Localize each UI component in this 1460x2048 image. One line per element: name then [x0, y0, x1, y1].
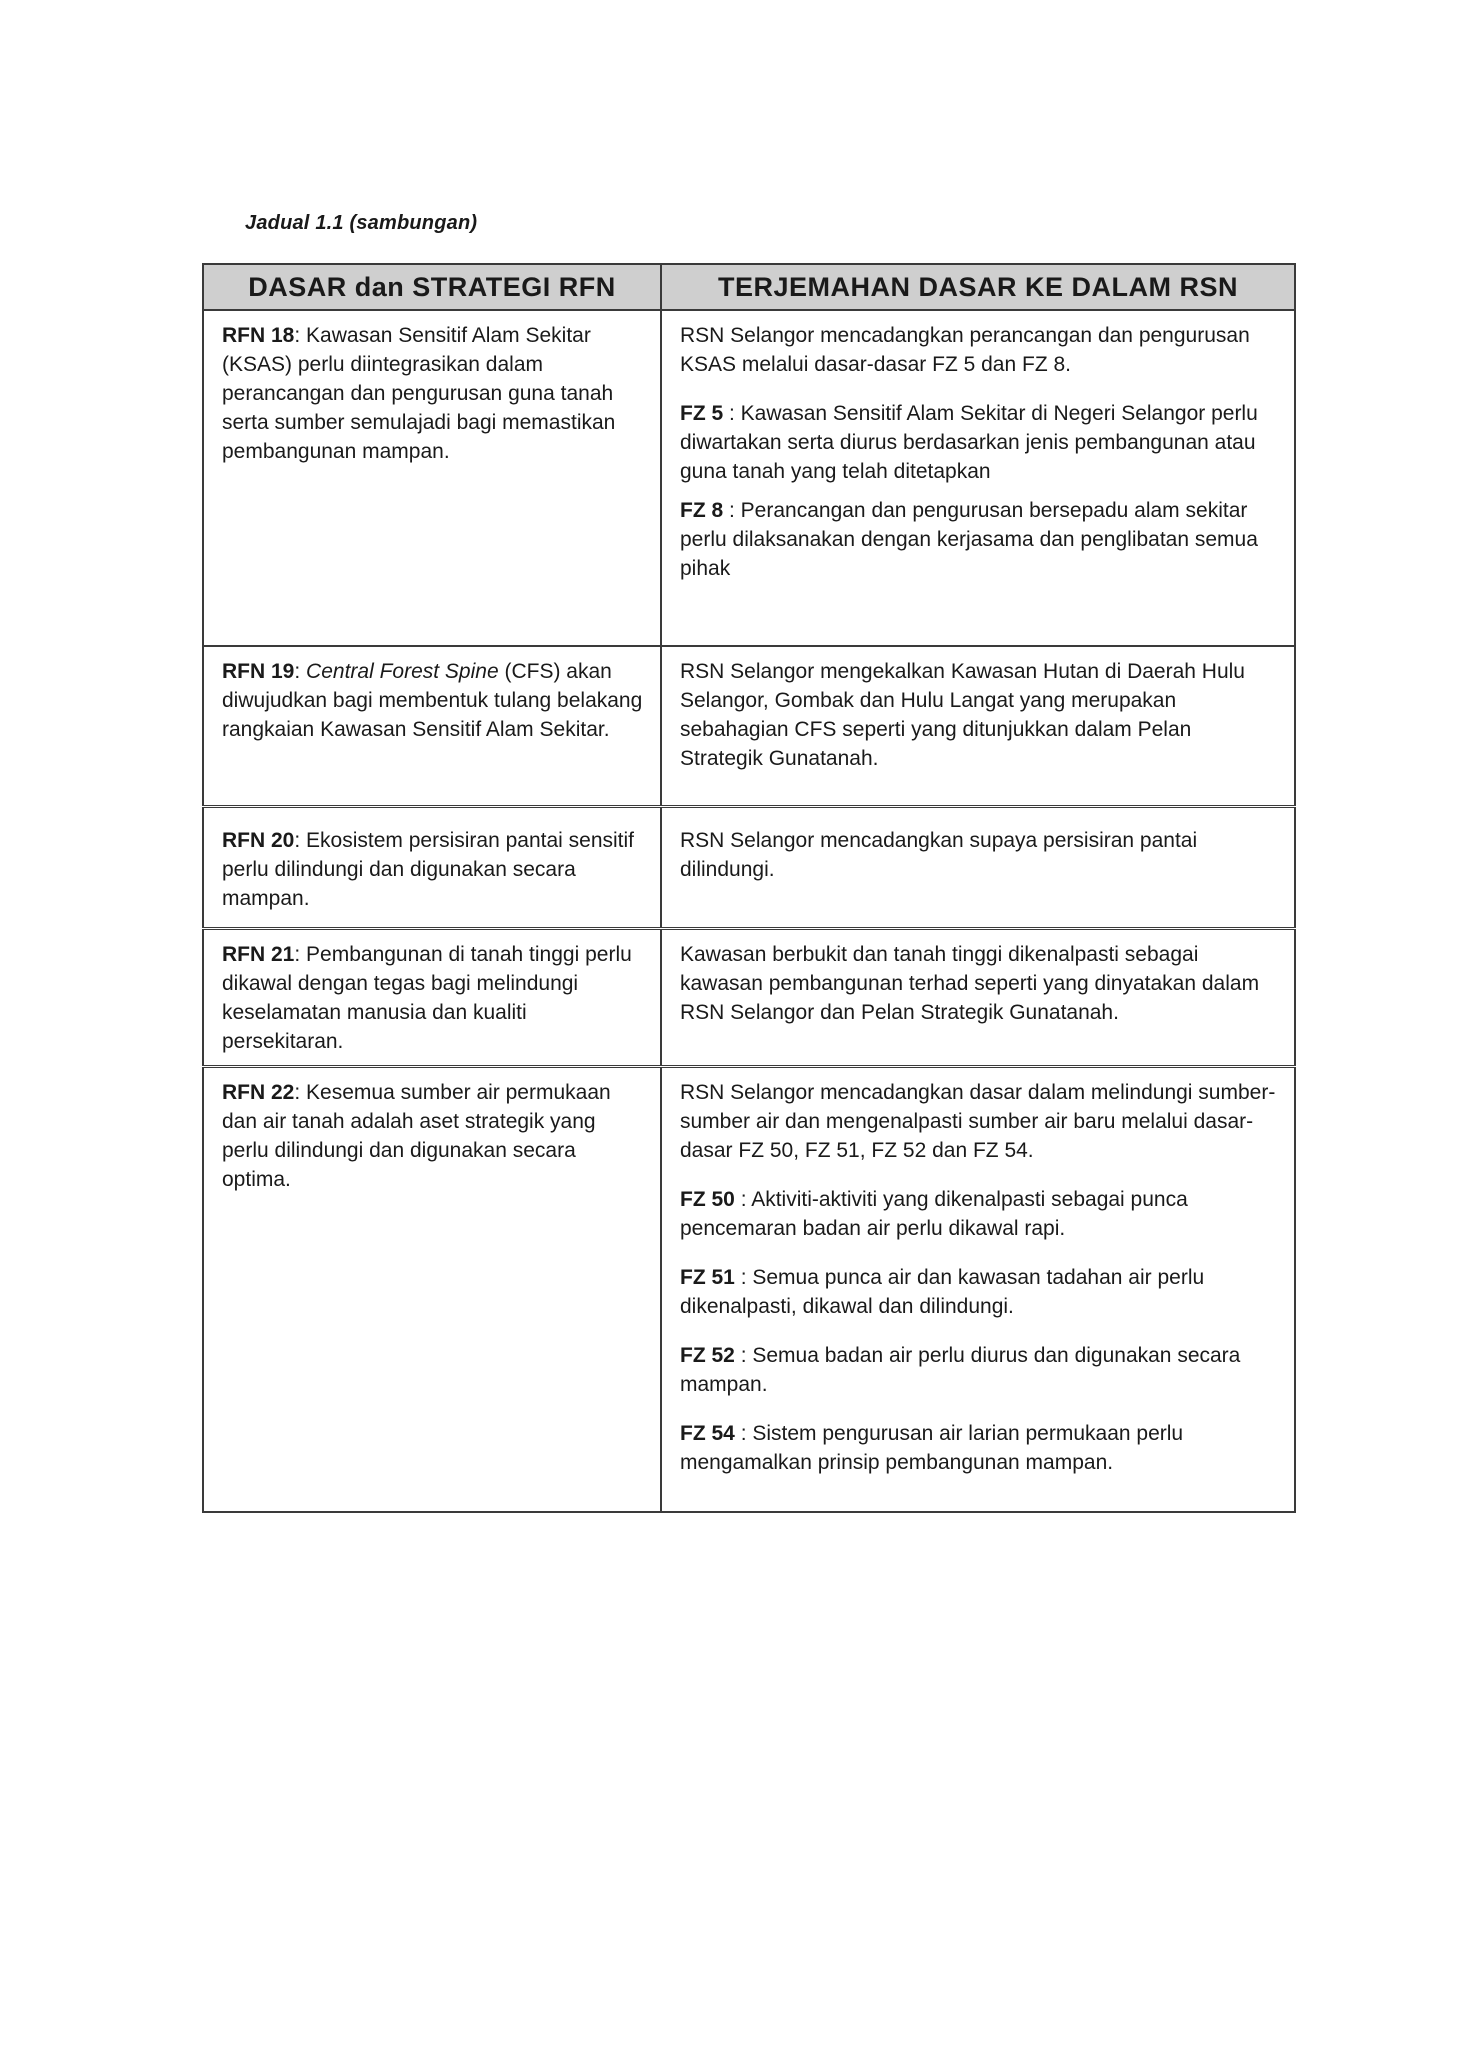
- fz-code: FZ 51: [680, 1265, 735, 1289]
- fz-text: : Kawasan Sensitif Alam Sekitar di Negeri Selangor perlu diwartakan serta diurus berdasarkan jenis pembangunan atau guna tanah yang telah ditetapkan: [680, 402, 1258, 483]
- rsn-text: RSN Selangor mencadangkan perancangan dan pengurusan KSAS melalui dasar-dasar FZ 5 dan FZ 8.: [680, 324, 1250, 376]
- rfn-code: RFN 20: [222, 828, 295, 852]
- fz-policy: [680, 496, 1280, 583]
- rfn-text: (CFS) akan diwujudkan bagi membentuk tulang belakang rangkaian Kawasan Sensitif Alam Sekitar.: [222, 660, 643, 741]
- rfn-sep: :: [294, 942, 301, 966]
- rfn-cell: [203, 1066, 661, 1512]
- rfn-sep: :: [294, 828, 301, 852]
- header-rsn: TERJEMAHAN DASAR KE DALAM RSN: [661, 264, 1295, 310]
- fz-code: FZ 8: [680, 499, 724, 522]
- table-row: [203, 646, 1295, 806]
- table-caption: Jadual 1.1 (sambungan): [245, 212, 478, 234]
- table-row: [203, 1066, 1295, 1512]
- rsn-text: RSN Selangor mengekalkan Kawasan Hutan di Daerah Hulu Selangor, Gombak dan Hulu Langat yang merupakan sebahagian CFS seperti yang ditunjukkan dalam Pelan Strategik Gunatanah.: [680, 660, 1245, 770]
- fz-code: FZ 54: [680, 1421, 735, 1445]
- table-row: [203, 806, 1295, 928]
- fz-policy: [680, 1419, 1280, 1477]
- rsn-paragraph: [680, 1078, 1280, 1165]
- rsn-cell: [661, 928, 1295, 1066]
- fz-text: : Semua punca air dan kawasan tadahan air perlu dikenalpasti, dikawal dan dilindungi.: [680, 1265, 1205, 1318]
- fz-policy: [680, 1341, 1280, 1399]
- fz-text: : Semua badan air perlu diurus dan digunakan secara mampan.: [680, 1343, 1241, 1396]
- rfn-text: Kawasan Sensitif Alam Sekitar (KSAS) perlu diintegrasikan dalam perancangan dan pengurusan guna tanah serta sumber semulajadi bagi memastikan pembangunan mampan.: [222, 324, 616, 463]
- fz-code: FZ 5: [680, 402, 724, 425]
- fz-text: : Perancangan dan pengurusan bersepadu alam sekitar perlu dilaksanakan dengan kerjasama dan penglibatan semua pihak: [680, 499, 1258, 580]
- fz-text: : Aktiviti-aktiviti yang dikenalpasti sebagai punca pencemaran badan air perlu dikawal rapi.: [680, 1187, 1188, 1240]
- rfn-code: RFN 18: [222, 324, 295, 347]
- rfn-sep: :: [294, 660, 301, 683]
- rfn-text: Ekosistem persisiran pantai sensitif perlu dilindungi dan digunakan secara mampan.: [222, 828, 635, 910]
- rfn-code: RFN 22: [222, 1080, 295, 1104]
- fz-text: : Sistem pengurusan air larian permukaan perlu mengamalkan prinsip pembangunan mampan.: [680, 1421, 1184, 1474]
- fz-code: FZ 52: [680, 1343, 735, 1367]
- header-rfn: DASAR dan STRATEGI RFN: [203, 264, 661, 310]
- rsn-paragraph: [680, 657, 1280, 773]
- rsn-text: Kawasan berbukit dan tanah tinggi dikenalpasti sebagai kawasan pembangunan terhad seperti yang dinyatakan dalam RSN Selangor dan Pelan Strategik Gunatanah.: [680, 942, 1260, 1024]
- table-row: [203, 310, 1295, 646]
- rfn-cell: [203, 310, 661, 646]
- rsn-paragraph: [680, 826, 1280, 884]
- fz-policy: [680, 1185, 1280, 1243]
- policy-table: [202, 263, 1296, 1513]
- rfn-cell: [203, 928, 661, 1066]
- rfn-code: RFN 21: [222, 942, 295, 966]
- rsn-cell: [661, 806, 1295, 928]
- rsn-cell: [661, 1066, 1295, 1512]
- rsn-paragraph: [680, 321, 1280, 379]
- fz-policy: [680, 399, 1280, 486]
- table-row: [203, 928, 1295, 1066]
- rfn-cell: [203, 646, 661, 806]
- rsn-text: RSN Selangor mencadangkan dasar dalam melindungi sumber-sumber air dan mengenalpasti sumber air baru melalui dasar-dasar FZ 50, FZ 51, FZ 52 dan FZ 54.: [680, 1080, 1276, 1162]
- rsn-text: RSN Selangor mencadangkan supaya persisiran pantai dilindungi.: [680, 828, 1198, 881]
- rfn-text: Pembangunan di tanah tinggi perlu dikawal dengan tegas bagi melindungi keselamatan manusia dan kualiti persekitaran.: [222, 942, 632, 1053]
- rsn-cell: [661, 646, 1295, 806]
- rfn-italic-text: Central Forest Spine: [306, 660, 499, 683]
- rfn-text: Kesemua sumber air permukaan dan air tanah adalah aset strategik yang perlu dilindungi dan digunakan secara optima.: [222, 1080, 611, 1191]
- fz-code: FZ 50: [680, 1187, 735, 1211]
- rfn-sep: :: [294, 324, 301, 347]
- rsn-paragraph: [680, 940, 1280, 1027]
- fz-policy: [680, 1263, 1280, 1321]
- rfn-code: RFN 19: [222, 660, 295, 683]
- rsn-cell: [661, 310, 1295, 646]
- rfn-sep: :: [294, 1080, 301, 1104]
- rfn-cell: [203, 806, 661, 928]
- table-header-row: [203, 264, 1295, 310]
